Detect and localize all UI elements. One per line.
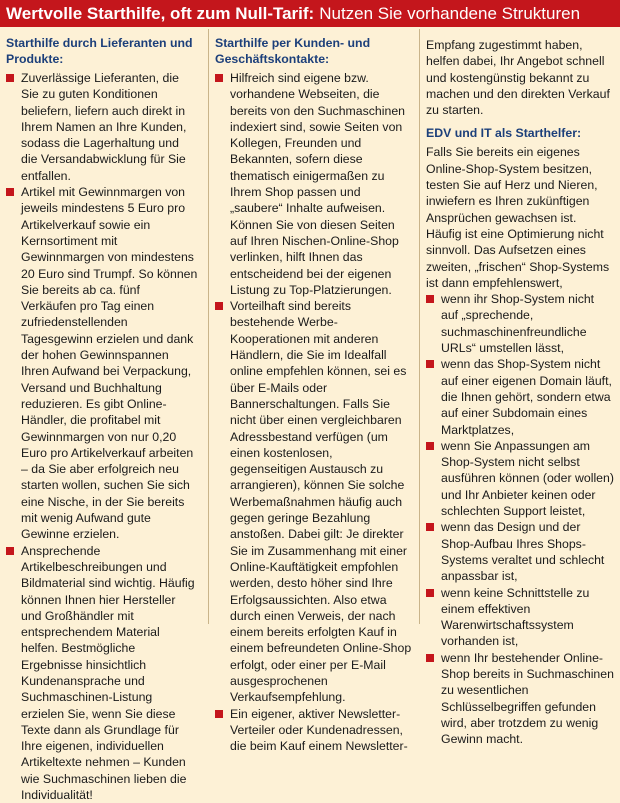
continuation-text: Empfang zugestimmt haben, helfen dabei, Ihr Angebot schnell und kostengünstig bekannt zu machen und den direkten Verkauf zu starten.: [426, 38, 610, 118]
list-item: [426, 438, 614, 519]
bullet-square-icon: [426, 295, 434, 303]
title-bold: Wertvolle Starthilfe, oft zum Null-Tarif:: [6, 3, 315, 23]
bullet-square-icon: [426, 360, 434, 368]
bullet-square-icon: [6, 547, 14, 555]
list-item-text: Zuverlässige Lieferanten, die Sie zu guten Konditionen beliefern, liefern auch direkt in Ihrem Namen an Ihre Kunden, sodass die Lagerhaltung und die Versandabwicklung für Sie entfallen.: [21, 71, 187, 183]
bullet-list: [426, 291, 614, 747]
bullet-square-icon: [215, 710, 223, 718]
list-item-text: Artikel mit Gewinnmargen von jeweils mindestens 5 Euro pro Artikelverkauf sowie ein Kernsortiment mit Gewinnmargen von mindestens 20 Euro sind Trumpf. So können Sie bereits ab ca. fünf Verkäufen pro Tag einen zufriedenstellenden Tagesgewinn erzielen und dank der hohen Gewinnspannen Ihren Aufwand bei Verpackung, Versand und Buchhaltung reduzieren. Es gibt Online-Händler, die profitabel mit Gewinnmargen von nur 0,20 Euro pro Artikelverkauf arbeiten – da Sie aber erfolgreich neu starten wollen, suchen Sie sich eine Nische, in der Sie bereits mit wenig Aufwand gute Gewinne erzielen.: [21, 185, 198, 542]
bullet-square-icon: [426, 589, 434, 597]
list-item-text: Ein eigener, aktiver Newsletter-Verteiler oder Kundenadressen, die beim Kauf einem Newsletter-: [230, 706, 408, 754]
list-item-text: wenn ihr Shop-System nicht auf „sprechende, suchmaschinenfreundliche URLs“ umstellen lässt,: [441, 292, 595, 356]
list-item: [426, 650, 614, 748]
section-heading: EDV und IT als Starthelfer:: [426, 126, 582, 141]
bullet-square-icon: [426, 442, 434, 450]
list-item: [215, 706, 412, 755]
list-item-text: Hilfreich sind eigene bzw. vorhandene Webseiten, die bereits von den Suchmaschinen indexiert sind, sowie Seiten von Kollegen, Freunden und Bekannten, sofern diese thematisch einigermaßen zu Ihrem Shop passen und „saubere“ Inhalte aufweisen. Können Sie von diesen Seiten auf Ihren Nischen-Online-Shop verlinken, hilft Ihnen das entscheidend bei der eigenen Listung zu Top-Platzierungen.: [230, 71, 405, 297]
list-item: [215, 70, 412, 298]
list-item-text: wenn Sie Anpassungen am Shop-System nicht selbst ausführen können (oder wollen) und Ihr Anbieter keinen oder schlechten Support leistet,: [441, 438, 614, 519]
list-item-text: wenn Ihr bestehender Online-Shop bereits in Suchmaschinen zu wesentlichen Schlüsselbegriffen gefunden wird, aber trotzdem zu wenig Gewinn macht.: [441, 650, 614, 747]
list-item-text: Ansprechende Artikelbeschreibungen und Bildmaterial sind wichtig. Häufig können Ihnen hier Hersteller und Großhändler mit entsprechendem Material helfen. Bestmögliche Ergebnisse hinsichtlich Kundenansprache und Suchmaschinen-Listung erzielen Sie, wenn Sie diese Texte dann als Grundlage für Ihre eigenen, individuellen Artikeltexte nehmen – Kunden wie Suchmaschinen lieben die Individualität!: [21, 543, 195, 803]
column-contacts: [215, 35, 412, 754]
bullet-square-icon: [426, 654, 434, 662]
list-item: [6, 184, 198, 543]
list-item-text: wenn das Shop-System nicht auf einer eigenen Domain läuft, die Ihnen gehört, sondern etwa auf einer Subdomain eines Marktplatzes,: [441, 357, 612, 437]
list-item: [426, 291, 614, 356]
title-subtitle: Nutzen Sie vorhandene Strukturen: [319, 3, 581, 23]
list-item: [215, 298, 412, 705]
column-suppliers: [6, 35, 198, 803]
list-item-text: wenn keine Schnittstelle zu einem effektiven Warenwirtschaftssystem vorhanden ist,: [441, 585, 590, 649]
list-item: [426, 356, 614, 437]
list-item: [426, 585, 614, 650]
bullet-square-icon: [6, 74, 14, 82]
section-heading: Starthilfe durch Lieferanten und Produkte:: [6, 36, 193, 66]
column-divider: [208, 29, 209, 624]
bullet-square-icon: [6, 188, 14, 196]
bullet-list: [215, 70, 412, 754]
list-item: [6, 70, 198, 184]
bullet-square-icon: [215, 302, 223, 310]
section-heading: Starthilfe per Kunden- und Geschäftskontakte:: [215, 36, 371, 66]
list-item-text: Vorteilhaft sind bereits bestehende Werbe-Kooperationen mit anderen Händlern, die Sie im Idealfall online empfehlen können, sei es über E-Mails oder Bannerschaltungen. Falls Sie nicht über einen vergleichbaren Adressbestand verfügen (um einen kostenlosen, gegenseitigen Austausch zu arrangieren), können Sie solche Werbemaßnahmen häufig auch gegen geringe Bezahlung anstoßen. Dabei gilt: Je direkter Sie im Zusammenhang mit einer Online-Kauftätigkeit empfohlen werden, desto höher sind Ihre Erfolgsaussichten. Also etwa durch einen Verweis, der nach einem bereits erfolgten Kauf in einem befreundeten Online-Shop erfolgt, oder einer per E-Mail ausgesprochenen Verkaufsempfehlung.: [230, 299, 412, 705]
page-title-bar: [0, 0, 620, 27]
column-edv-it: [426, 37, 614, 747]
bullet-list: [6, 70, 198, 803]
list-item: [6, 543, 198, 803]
bullet-square-icon: [215, 74, 223, 82]
article-body: [0, 27, 620, 803]
column-divider: [419, 29, 420, 624]
list-item: [426, 519, 614, 584]
intro-paragraph: Falls Sie bereits ein eigenes Online-Shop-System besitzen, testen Sie auf Herz und Nieren, inwiefern es Ihren zukünftigen Ansprüchen gewachsen ist. Häufig ist eine Optimierung nicht sinnvoll. Das Aufsetzen eines zweiten, „frischen“ Shop-Systems ist dann empfehlenswert,: [426, 145, 610, 290]
bullet-square-icon: [426, 523, 434, 531]
list-item-text: wenn das Design und der Shop-Aufbau Ihres Shops-Systems veraltet und schlecht anpassbar ist,: [441, 520, 605, 584]
